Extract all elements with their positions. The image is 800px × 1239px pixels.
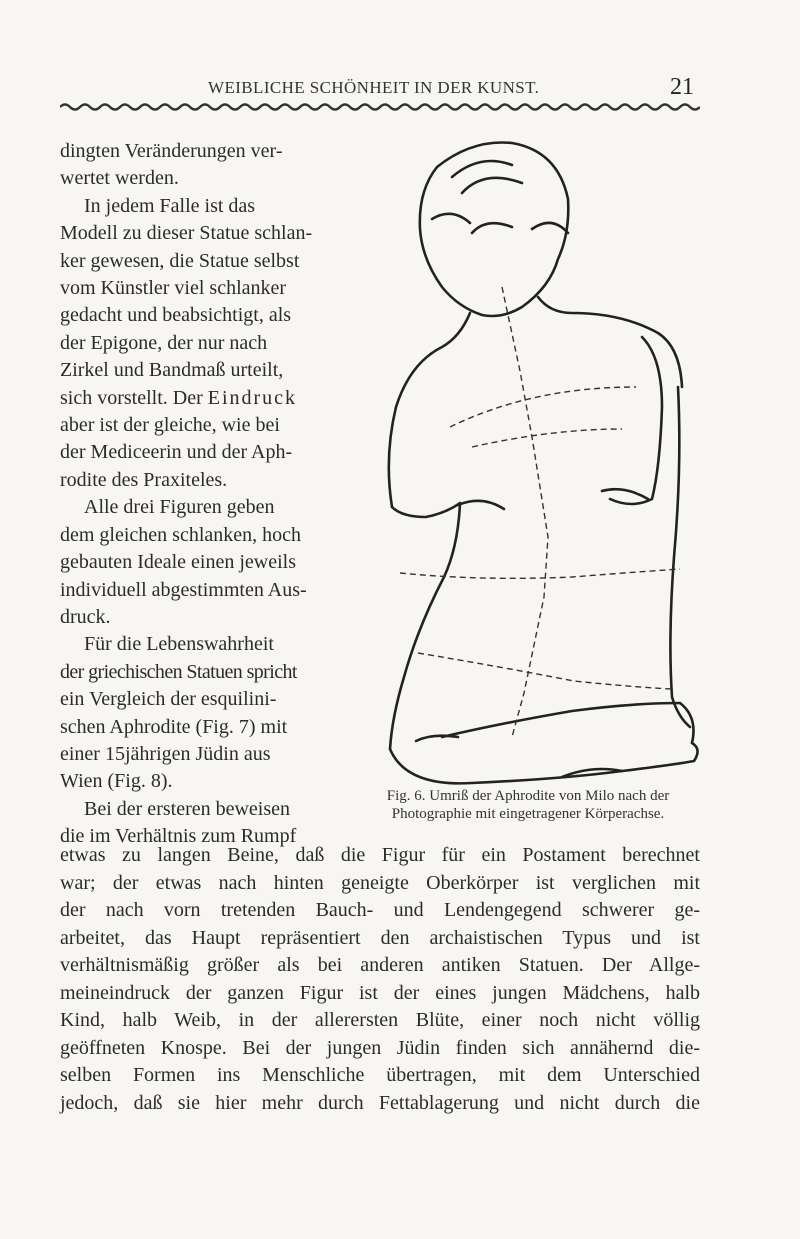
text-line: geöffneten Knospe. Bei der jungen Jüdin finden sich annähernd die-: [60, 1036, 700, 1059]
text-line: rodite des Praxiteles.: [60, 468, 228, 491]
text-line: vom Künstler viel schlanker: [60, 277, 287, 300]
hip-axis: [418, 653, 672, 689]
page-header: [60, 74, 700, 108]
text-line: der nach vorn tretenden Bauch- und Lendengegend schwerer ge-: [60, 899, 700, 921]
aphrodite-outline-figure: [362, 137, 714, 789]
text-line: arbeitet, das Haupt repräsentiert den archaistischen Typus und ist: [60, 926, 700, 949]
waist-axis: [400, 569, 680, 578]
text-line: wertet werden.: [60, 167, 179, 190]
text-line: Modell zu dieser Statue schlan-: [60, 222, 313, 245]
right-torso-outline: [670, 387, 690, 727]
text-line: dingten Veränderungen ver-: [60, 140, 283, 162]
text-line: war; der etwas nach hinten geneigte Oberkörper ist verglichen mit: [60, 871, 700, 894]
breast-right: [602, 489, 648, 499]
text-line: Bei der ersteren beweisen: [84, 797, 291, 820]
drapery-fold: [416, 736, 622, 777]
text-line: [60, 385, 340, 412]
text-line: individuell abgestimmten Aus-: [60, 578, 307, 601]
text-segment: sich vorstellt. Der: [60, 386, 203, 409]
text-line: Kind, halb Weib, in der allerersten Blüte, einer noch nicht völlig: [60, 1009, 700, 1031]
text-line: selben Formen ins Menschliche übertragen, mit dem Unterschied: [60, 1064, 700, 1086]
drapery-lower: [390, 743, 698, 783]
text-line: meineindruck der ganzen Figur ist der eines jungen Mädchens, halb: [60, 981, 700, 1004]
text-line: einer 15jährigen Jüdin aus: [60, 742, 271, 765]
text-line: ker gewesen, die Statue selbst: [60, 249, 300, 272]
text-line: schen Aphrodite (Fig. 7) mit: [60, 715, 288, 738]
figure-caption: [342, 787, 714, 823]
breast-left: [458, 501, 504, 509]
text-line: Zirkel und Bandmaß urteilt,: [60, 359, 284, 382]
text-line: gebauten Ideale einen jeweils: [60, 551, 296, 574]
hair-lines: [432, 161, 568, 233]
full-width-text: [60, 842, 700, 1117]
text-line: etwas zu langen Beine, daß die Figur für ein Postament berechnet: [60, 844, 700, 866]
right-arm-stump: [610, 337, 662, 504]
text-line: die im Verhältnis zum Rumpf: [60, 825, 297, 848]
body-axis: [502, 287, 548, 737]
text-line: dem gleichen schlanken, hoch: [60, 523, 302, 546]
text-line: ein Vergleich der esquilini-: [60, 688, 277, 711]
text-line: Für die Lebenswahrheit: [84, 633, 274, 656]
text-column: [60, 138, 340, 851]
text-line: druck.: [60, 605, 111, 628]
text-line: aber ist der gleiche, wie bei: [60, 414, 280, 437]
page-number: 21: [670, 74, 694, 100]
text-line: jedoch, daß sie hier mehr durch Fettablagerung und nicht durch die: [60, 1091, 700, 1114]
running-title: WEIBLICHE SCHÖNHEIT IN DER KUNST.: [208, 78, 540, 97]
text-line: Wien (Fig. 8).: [60, 770, 173, 793]
shoulder-axis: [450, 387, 636, 427]
caption-line: Photographie mit eingetragener Körperachse.: [391, 806, 665, 822]
drapery-upper: [442, 703, 694, 743]
text-line: der griechischen Statuen spricht: [60, 660, 297, 683]
text-line: gedacht und beabsichtigt, als: [60, 304, 292, 327]
emphasized-word: Eindruck: [207, 386, 298, 409]
text-line: In jedem Falle ist das: [84, 194, 256, 217]
text-line: Alle drei Figuren geben: [84, 496, 275, 519]
text-line: der Mediceerin und der Aph-: [60, 441, 293, 464]
head-outline: [420, 143, 568, 317]
neck-left: [389, 313, 470, 507]
decorative-wavy-rule: [60, 100, 700, 114]
chest-axis: [472, 429, 622, 447]
caption-line: Fig. 6. Umriß der Aphrodite von Milo nach der: [386, 788, 670, 804]
text-line: verhältnismäßig größer als bei anderen antiken Statuen. Der Allge-: [60, 954, 700, 976]
left-torso-outline: [390, 503, 460, 749]
text-line: der Epigone, der nur nach: [60, 331, 268, 354]
